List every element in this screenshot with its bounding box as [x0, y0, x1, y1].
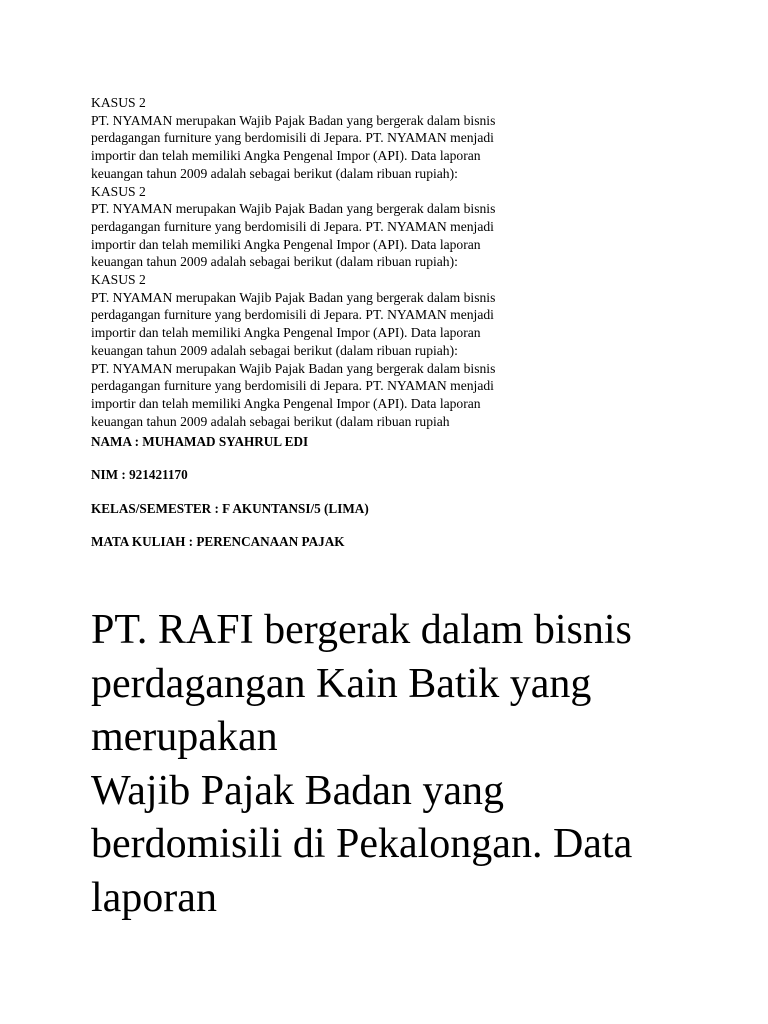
text-line: KASUS 2	[91, 272, 146, 288]
student-nim: NIM : 921421170	[91, 467, 188, 482]
heading-line: berdomisili di Pekalongan. Data	[91, 821, 633, 867]
text-line: perdagangan furniture yang berdomisili di Jepara. PT. NYAMAN menjadi	[91, 307, 494, 323]
text-line: importir dan telah memiliki Angka Pengenal Impor (API). Data laporan	[91, 236, 481, 252]
text-line: perdagangan furniture yang berdomisili di Jepara. PT. NYAMAN menjadi	[91, 378, 494, 394]
text-line: PT. NYAMAN merupakan Wajib Pajak Badan yang bergerak dalam bisnis	[91, 201, 496, 217]
text-line: keuangan tahun 2009 adalah sebagai berikut (dalam ribuan rupiah):	[91, 342, 458, 358]
text-line: importir dan telah memiliki Angka Pengenal Impor (API). Data laporan	[91, 395, 481, 411]
text-line: keuangan tahun 2009 adalah sebagai berikut (dalam ribuan rupiah	[91, 413, 450, 429]
text-line: perdagangan furniture yang berdomisili di Jepara. PT. NYAMAN menjadi	[91, 130, 494, 146]
text-line: PT. NYAMAN merupakan Wajib Pajak Badan yang bergerak dalam bisnis	[91, 112, 496, 128]
heading-line: merupakan	[91, 714, 278, 760]
text-line: PT. NYAMAN merupakan Wajib Pajak Badan yang bergerak dalam bisnis	[91, 360, 496, 376]
heading-line: PT. RAFI bergerak dalam bisnis	[91, 607, 632, 653]
student-name: NAMA : MUHAMAD SYAHRUL EDI	[91, 434, 309, 449]
text-line: keuangan tahun 2009 adalah sebagai berikut (dalam ribuan rupiah):	[91, 254, 458, 270]
heading-line: Wajib Pajak Badan yang	[91, 767, 505, 814]
case-text-block	[91, 94, 551, 430]
heading-line: laporan	[91, 874, 217, 921]
text-line: perdagangan furniture yang berdomisili di Jepara. PT. NYAMAN menjadi	[91, 218, 494, 234]
case-heading	[91, 604, 751, 925]
text-line: importir dan telah memiliki Angka Pengenal Impor (API). Data laporan	[91, 148, 481, 164]
student-class: KELAS/SEMESTER : F AKUNTANSI/5 (LIMA)	[91, 501, 369, 516]
course-name: MATA KULIAH : PERENCANAAN PAJAK	[91, 534, 345, 549]
text-line: KASUS 2	[91, 183, 146, 199]
text-line: KASUS 2	[91, 95, 146, 110]
text-line: importir dan telah memiliki Angka Pengenal Impor (API). Data laporan	[91, 325, 481, 341]
text-line: keuangan tahun 2009 adalah sebagai berikut (dalam ribuan rupiah):	[91, 165, 458, 181]
text-line: PT. NYAMAN merupakan Wajib Pajak Badan yang bergerak dalam bisnis	[91, 289, 496, 305]
heading-line: perdagangan Kain Batik yang	[91, 660, 592, 707]
